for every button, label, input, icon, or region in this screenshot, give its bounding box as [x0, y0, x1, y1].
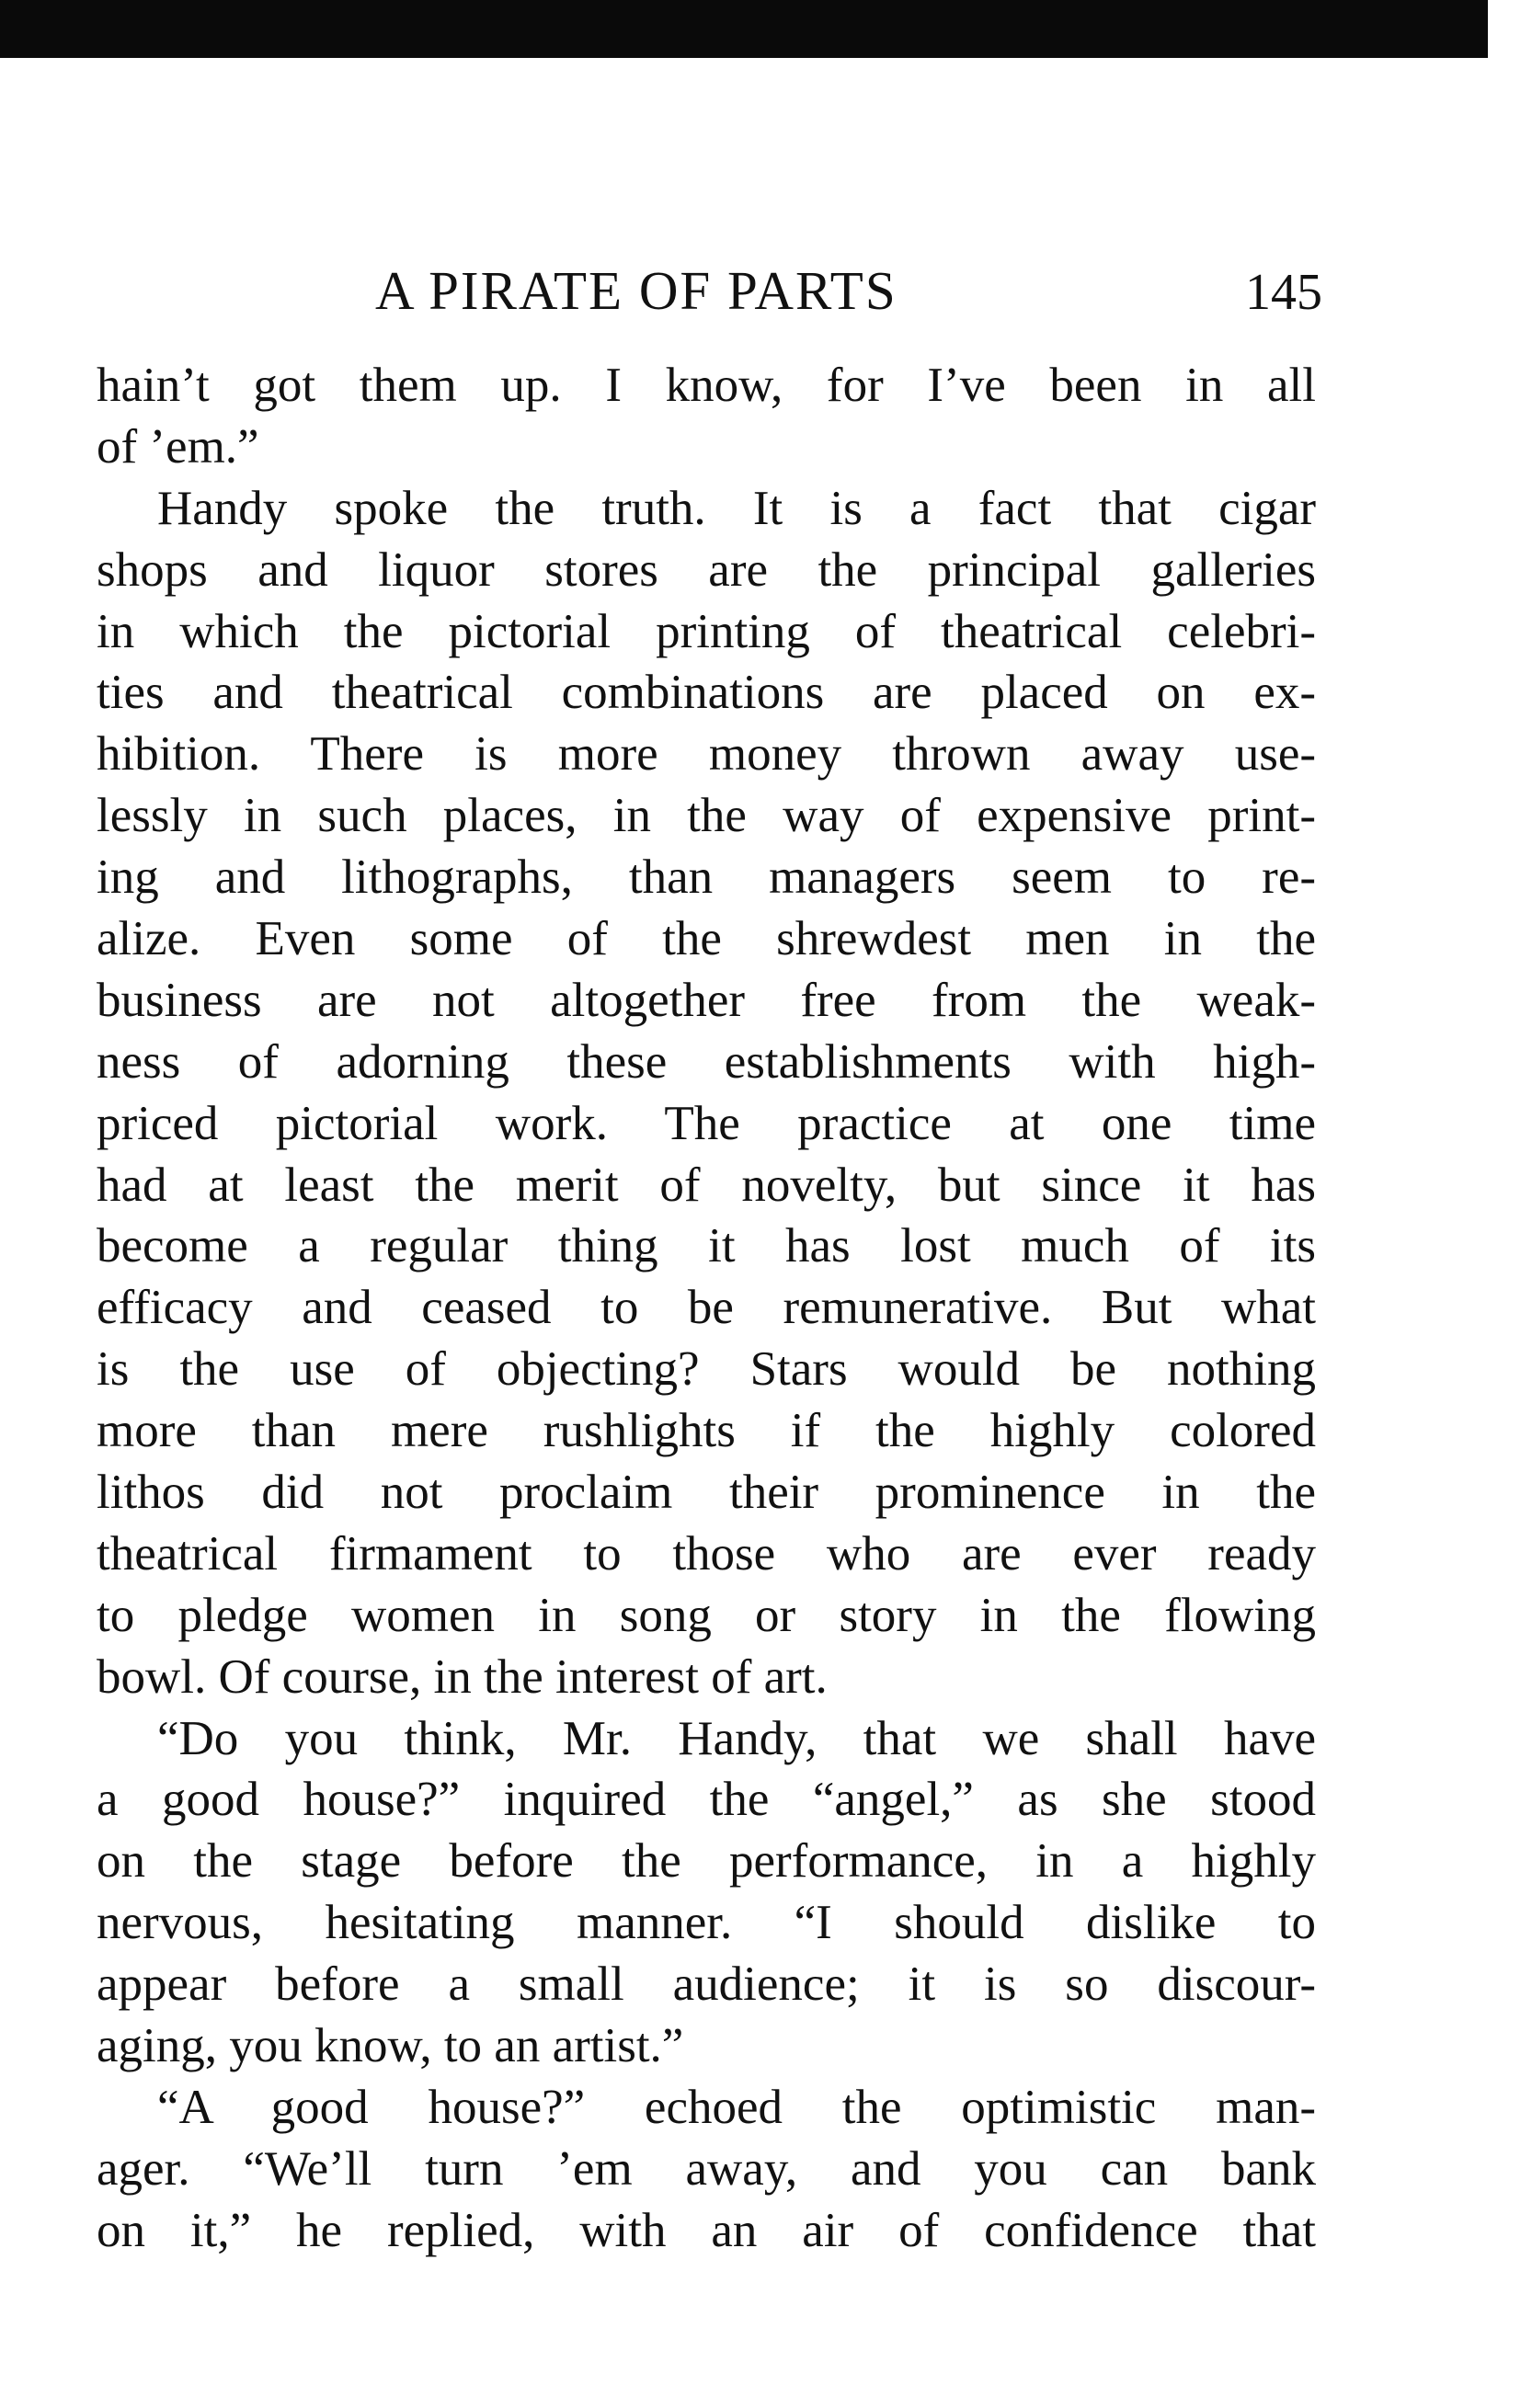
- running-header: [90, 259, 1322, 324]
- text-line: “A good house?” echoed the optimistic man-: [157, 2080, 1316, 2134]
- text-line: of ’em.”: [97, 419, 259, 474]
- text-line: nervous, hesitating manner. “I should dislike to: [97, 1896, 1316, 1950]
- page-number: 145: [1245, 264, 1322, 321]
- text-line: shops and liquor stores are the principal galleries: [97, 542, 1316, 597]
- text-line: efficacy and ceased to be remunerative. But what: [97, 1281, 1316, 1335]
- text-line: ties and theatrical combinations are placed on ex-: [97, 666, 1316, 720]
- text-line: priced pictorial work. The practice at one time: [97, 1096, 1316, 1150]
- text-line: a good house?” inquired the “angel,” as she stood: [97, 1773, 1316, 1827]
- text-line: bowl. Of course, in the interest of art.: [97, 1649, 828, 1704]
- text-line: in which the pictorial printing of theatrical celebri-: [97, 604, 1316, 658]
- text-line: “Do you think, Mr. Handy, that we shall have: [157, 1711, 1316, 1765]
- text-line: on the stage before the performance, in a highly: [97, 1834, 1316, 1889]
- text-line: on it,” he replied, with an air of confidence that: [97, 2203, 1316, 2257]
- text-line: lessly in such places, in the way of expensive print-: [97, 789, 1316, 843]
- text-line: become a regular thing it has lost much of its: [97, 1219, 1316, 1273]
- text-line: alize. Even some of the shrewdest men in the: [97, 912, 1316, 966]
- text-line: had at least the merit of novelty, but since it has: [97, 1158, 1316, 1212]
- text-line: theatrical firmament to those who are ever ready: [97, 1526, 1316, 1581]
- body-text: [97, 355, 1316, 2262]
- text-line: aging, you know, to an artist.”: [97, 2019, 684, 2073]
- text-line: hain’t got them up. I know, for I’ve been in all: [97, 359, 1316, 412]
- text-line: business are not altogether free from the weak-: [97, 973, 1316, 1027]
- text-line: to pledge women in song or story in the flowing: [97, 1588, 1316, 1642]
- top-scan-border: [0, 0, 1488, 58]
- text-line: is the use of objecting? Stars would be nothing: [97, 1342, 1316, 1397]
- text-line: lithos did not proclaim their prominence in the: [97, 1466, 1316, 1520]
- text-line: ager. “We’ll turn ’em away, and you can bank: [97, 2141, 1316, 2196]
- text-line: ing and lithographs, than managers seem to re-: [97, 850, 1316, 905]
- text-line: ness of adorning these establishments with high-: [97, 1034, 1316, 1089]
- text-line: Handy spoke the truth. It is a fact that cigar: [157, 481, 1316, 535]
- running-title: A PIRATE OF PARTS: [375, 260, 897, 321]
- text-line: appear before a small audience; it is so discour-: [97, 1957, 1316, 2012]
- text-line: more than mere rushlights if the highly colored: [97, 1404, 1316, 1458]
- text-line: hibition. There is more money thrown away use-: [97, 727, 1316, 782]
